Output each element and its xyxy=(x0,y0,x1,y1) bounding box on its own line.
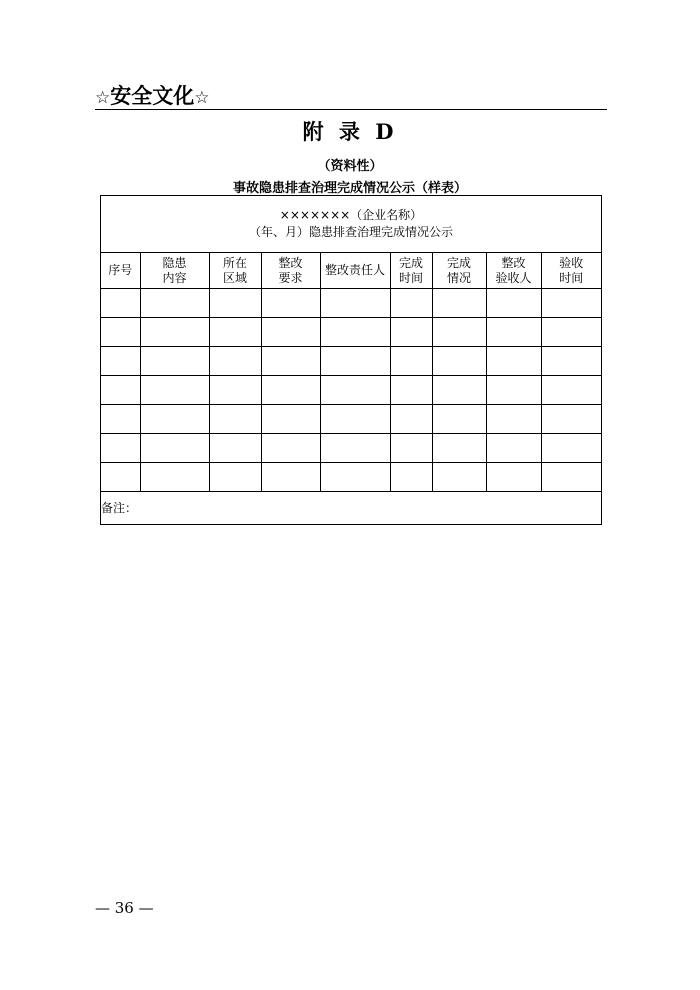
hazard-table xyxy=(101,253,601,492)
table-row xyxy=(101,405,601,434)
company-name-line: ×××××××（企业名称） xyxy=(279,208,423,222)
column-header-hazard-content: 隐患 内容 xyxy=(140,253,209,289)
table-header-row xyxy=(101,253,601,289)
table-row xyxy=(101,347,601,376)
table-row xyxy=(101,318,601,347)
table-row xyxy=(101,463,601,492)
table-row xyxy=(101,434,601,463)
column-header-acceptance-time: 验收 时间 xyxy=(541,253,601,289)
column-header-serial: 序号 xyxy=(101,253,140,289)
disclosure-form xyxy=(100,195,602,525)
form-title-block xyxy=(101,196,601,253)
header-title: 安全文化 xyxy=(110,84,195,108)
sample-title: 事故隐患排查治理完成情况公示（样表） xyxy=(232,181,467,196)
star-right-icon: ☆ xyxy=(194,88,210,108)
table-row xyxy=(101,289,601,318)
column-header-completion-time: 完成 时间 xyxy=(390,253,432,289)
column-header-rectification-requirement: 整改 要求 xyxy=(261,253,320,289)
appendix-nature-label: （资料性） xyxy=(317,159,383,174)
column-header-area: 所在 区域 xyxy=(209,253,261,289)
table-row xyxy=(101,376,601,405)
period-line: （年、月）隐患排查治理完成情况公示 xyxy=(248,225,453,239)
running-header xyxy=(95,80,210,110)
header-rule xyxy=(95,109,607,110)
page-number: — 36 — xyxy=(95,899,154,917)
column-header-acceptor: 整改 验收人 xyxy=(486,253,541,289)
star-left-icon: ☆ xyxy=(95,88,111,108)
column-header-responsible-person: 整改责任人 xyxy=(320,253,390,289)
remark-label: 备注： xyxy=(101,501,138,515)
column-header-completion-status: 完成 情况 xyxy=(432,253,486,289)
appendix-title: 附 录 D xyxy=(302,119,398,144)
